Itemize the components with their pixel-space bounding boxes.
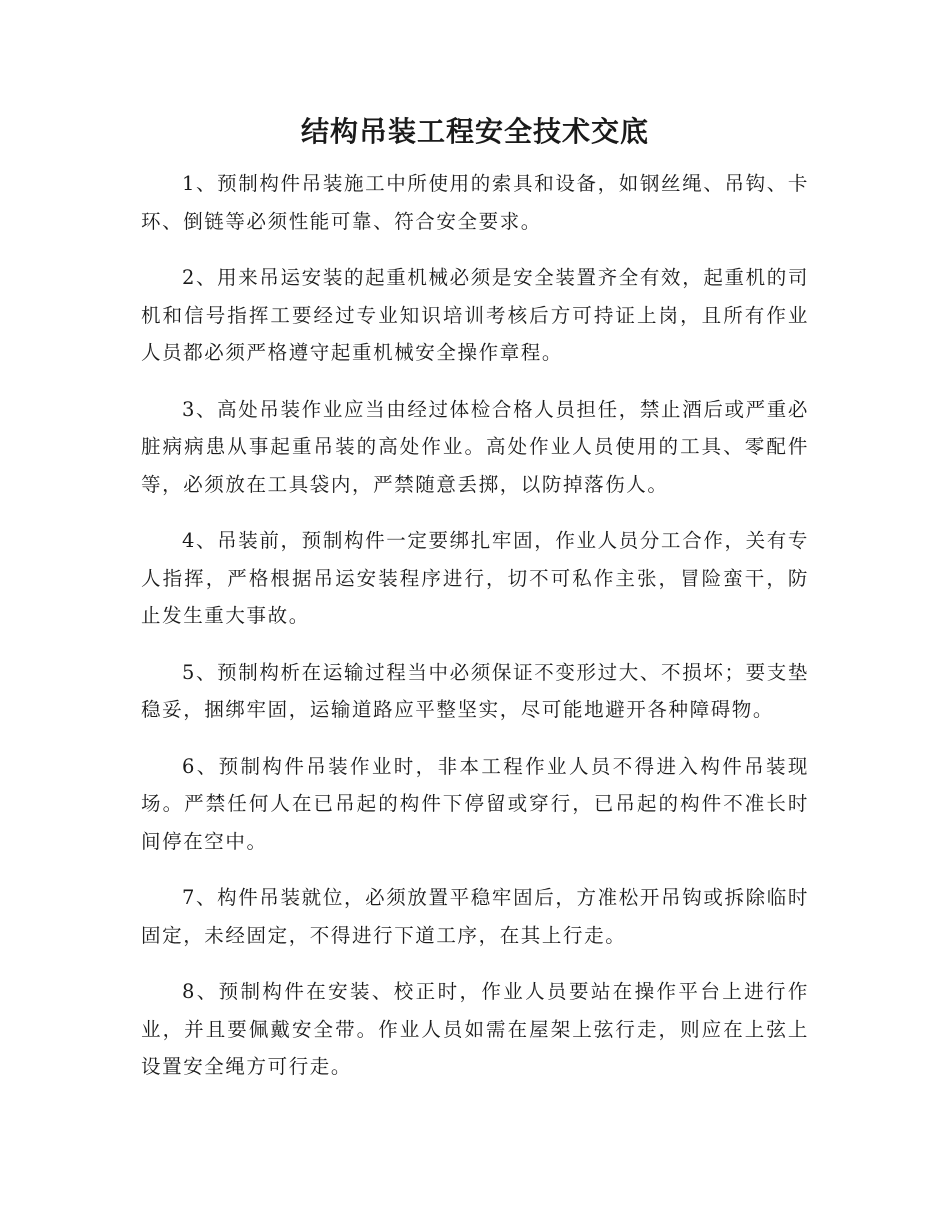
paragraph-8: 8、预制构件在安装、校正时，作业人员要站在操作平台上进行作业，并且要佩戴安全带。作业人员如需在屋架上弦行走，则应在上弦上设置安全绳方可行走。	[141, 980, 809, 1078]
paragraph-1: 1、预制构件吊装施工中所使用的索具和设备，如钢丝绳、吊钩、卡环、倒链等必须性能可靠、符合安全要求。	[141, 172, 809, 233]
paragraph-4: 4、吊装前，预制构件一定要绑扎牢固，作业人员分工合作，关有专人指挥，严格根据吊运安装程序进行，切不可私作主张，冒险蛮干，防止发生重大事故。	[141, 529, 809, 627]
paragraph-5: 5、预制构析在运输过程当中必须保证不变形过大、不损坏；要支垫稳妥，捆绑牢固，运输道路应平整坚实，尽可能地避开各种障碍物。	[141, 660, 809, 721]
paragraph-6: 6、预制构件吊装作业时，非本工程作业人员不得进入构件吊装现场。严禁任何人在已吊起的构件下停留或穿行，已吊起的构件不准长时间停在空中。	[141, 754, 809, 853]
paragraph-2: 2、用来吊运安装的起重机械必须是安全装置齐全有效，起重机的司机和信号指挥工要经过专业知识培训考核后方可持证上岗，且所有作业人员都必须严格遵守起重机械安全操作章程。	[141, 266, 809, 364]
paragraph-3: 3、高处吊装作业应当由经过体检合格人员担任，禁止酒后或严重必脏病病患从事起重吊装的高处作业。高处作业人员使用的工具、零配件等，必须放在工具袋内，严禁随意丢掷，以防掉落伤人。	[141, 397, 809, 496]
document-body	[141, 165, 809, 1105]
document-title: 结构吊装工程安全技术交底	[300, 115, 649, 148]
paragraph-7: 7、构件吊装就位，必须放置平稳牢固后，方准松开吊钩或拆除临时固定，未经固定，不得进行下道工序，在其上行走。	[141, 886, 809, 947]
